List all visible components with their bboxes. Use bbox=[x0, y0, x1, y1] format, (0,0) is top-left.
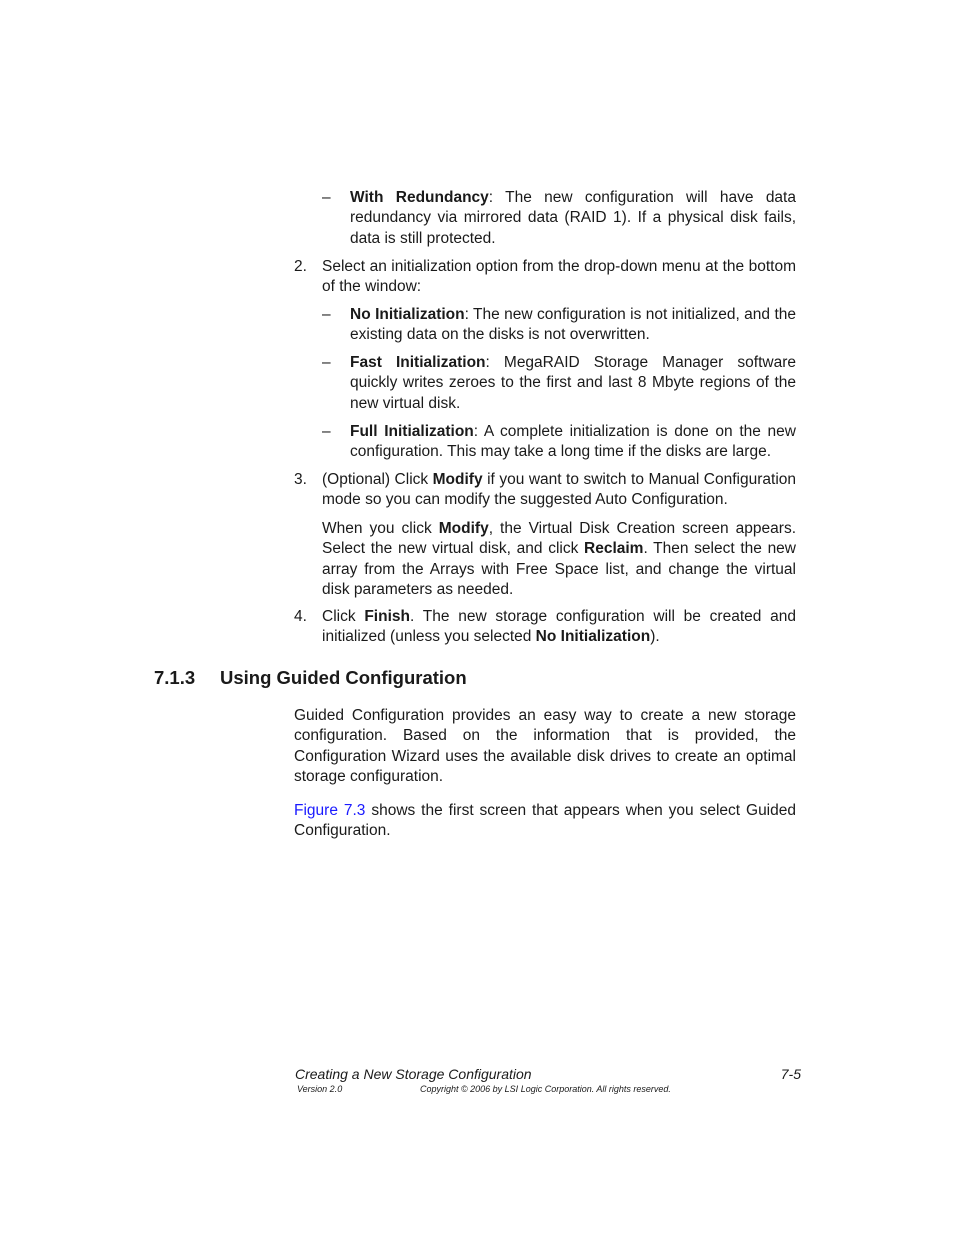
step-3-detail-post: . Then select the new array from the Arrays with Free Space list, and change the virtual disk parameters as needed. bbox=[322, 540, 796, 598]
step-2-text: Select an initialization option from the drop-down menu at the bottom of the window: bbox=[322, 258, 796, 296]
section-paragraph: Guided Configuration provides an easy way to create a new storage configuration. Based on the information that is provided, the Configuration Wizard uses the available disk drives to create an optimal storage configuration. bbox=[294, 707, 796, 785]
step-3-detail-mid: , the Virtual Disk Creation screen appears. Select the new virtual disk, and click bbox=[322, 520, 796, 558]
full-initialization-text: : A complete initialization is done on the new configuration. This may take a long time if the disks are large. bbox=[350, 423, 796, 461]
no-initialization-term: No Initialization bbox=[535, 628, 651, 646]
modify-term: Modify bbox=[438, 520, 489, 537]
figure-reference-paragraph bbox=[294, 801, 796, 842]
with-redundancy-term: With Redundancy bbox=[350, 189, 489, 206]
step-4-pre: Click bbox=[322, 608, 365, 625]
step-4-mid: . The new storage configuration will be created and initialized (unless you selected bbox=[322, 608, 796, 646]
step-3-number: 3. bbox=[294, 471, 307, 488]
step-4-number: 4. bbox=[294, 608, 307, 625]
figure-link[interactable]: Figure 7.3 bbox=[294, 802, 366, 819]
step-4-text bbox=[322, 607, 796, 648]
no-initialization-term: No Initialization bbox=[350, 306, 465, 323]
reclaim-term: Reclaim bbox=[584, 540, 644, 558]
modify-term: Modify bbox=[432, 471, 483, 488]
section-heading bbox=[154, 666, 467, 690]
list-dash-marker: – bbox=[322, 354, 331, 371]
footer-version: Version 2.0 bbox=[297, 1084, 343, 1094]
figure-reference-text: shows the first screen that appears when you select Guided Configuration. bbox=[294, 802, 796, 840]
step-3-detail-pre: When you click bbox=[322, 520, 439, 537]
step-3-text bbox=[322, 470, 796, 511]
list-dash-marker: – bbox=[322, 423, 331, 440]
step-3-detail bbox=[322, 519, 796, 600]
full-initialization-term: Full Initialization bbox=[350, 423, 474, 440]
fast-initialization-item bbox=[350, 353, 796, 414]
with-redundancy-item bbox=[350, 188, 796, 249]
step-4-post: ). bbox=[650, 628, 660, 646]
footer-copyright: Copyright © 2006 by LSI Logic Corporation. All rights reserved. bbox=[420, 1084, 671, 1094]
section-number: 7.1.3 bbox=[154, 667, 196, 688]
list-dash-marker: – bbox=[322, 306, 331, 323]
no-initialization-text: : The new configuration is not initialized, and the existing data on the disks is not overwritten. bbox=[350, 306, 796, 344]
fast-initialization-text: : MegaRAID Storage Manager software quickly writes zeroes to the first and last 8 Mbyte regions of the new virtual disk. bbox=[350, 354, 796, 412]
with-redundancy-text: : The new configuration will have data redundancy via mirrored data (RAID 1). If a physical disk fails, data is still protected. bbox=[350, 189, 796, 247]
step-3-post: if you want to switch to Manual Configuration mode so you can modify the suggested Auto Configuration. bbox=[322, 471, 797, 509]
full-initialization-item bbox=[350, 422, 796, 463]
list-dash-marker: – bbox=[322, 189, 331, 206]
footer-chapter-title: Creating a New Storage Configuration bbox=[295, 1066, 532, 1082]
fast-initialization-term: Fast Initialization bbox=[350, 354, 486, 371]
step-2-number: 2. bbox=[294, 258, 307, 275]
step-3-pre: (Optional) Click bbox=[322, 471, 433, 488]
no-initialization-item bbox=[350, 305, 796, 346]
finish-term: Finish bbox=[364, 608, 410, 625]
section-title: Using Guided Configuration bbox=[220, 667, 467, 688]
footer-page-number: 7-5 bbox=[780, 1066, 801, 1082]
